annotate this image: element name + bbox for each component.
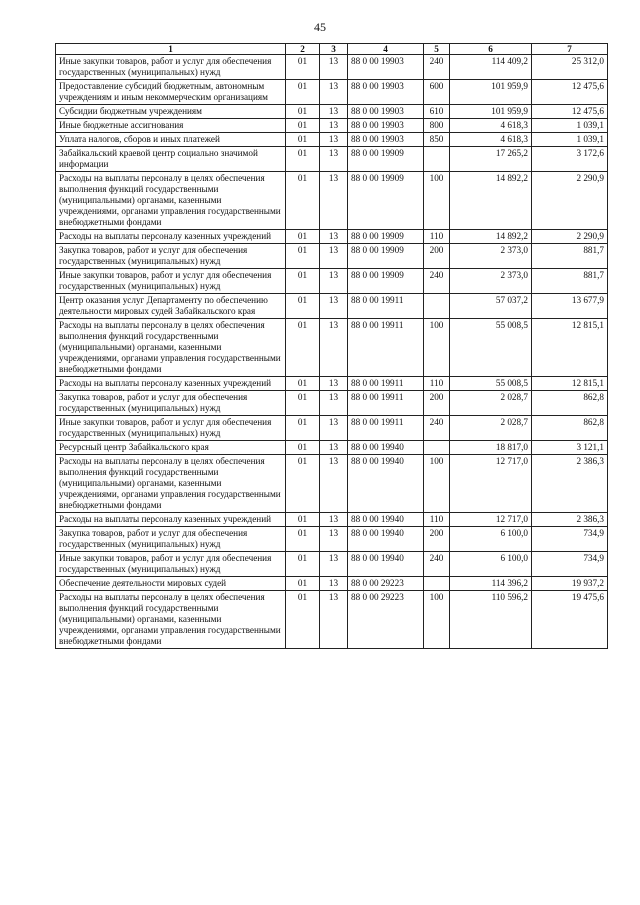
cell-name: Уплата налогов, сборов и иных платежей (56, 133, 286, 147)
cell-target-article: 88 0 00 19909 (348, 230, 424, 244)
cell-subsection: 13 (320, 552, 348, 577)
cell-section: 01 (286, 294, 320, 319)
cell-sum-approved: 2 373,0 (450, 244, 532, 269)
cell-target-article: 88 0 00 19940 (348, 513, 424, 527)
cell-section: 01 (286, 513, 320, 527)
cell-target-article: 88 0 00 19909 (348, 172, 424, 230)
cell-subsection: 13 (320, 416, 348, 441)
cell-name: Забайкальский краевой центр социально значимой информации (56, 147, 286, 172)
cell-name: Расходы на выплаты персоналу в целях обеспечения выполнения функций государственными (муниципальными) органами, казенными учреждениями, органами управления государственными внебюджетными фондами (56, 319, 286, 377)
header-col-5: 5 (424, 44, 450, 55)
cell-subsection: 13 (320, 377, 348, 391)
cell-target-article: 88 0 00 19909 (348, 147, 424, 172)
table-row (56, 391, 608, 416)
table-row (56, 80, 608, 105)
cell-expense-type: 200 (424, 244, 450, 269)
cell-expense-type: 240 (424, 269, 450, 294)
cell-sum-executed: 12 815,1 (532, 319, 608, 377)
cell-target-article: 88 0 00 19911 (348, 294, 424, 319)
cell-section: 01 (286, 147, 320, 172)
cell-sum-executed: 734,9 (532, 527, 608, 552)
cell-subsection: 13 (320, 119, 348, 133)
cell-sum-approved: 101 959,9 (450, 105, 532, 119)
cell-sum-approved: 55 008,5 (450, 319, 532, 377)
cell-expense-type: 200 (424, 527, 450, 552)
cell-target-article: 88 0 00 19911 (348, 319, 424, 377)
cell-name: Субсидии бюджетным учреждениям (56, 105, 286, 119)
table-body (56, 55, 608, 649)
cell-sum-approved: 2 373,0 (450, 269, 532, 294)
cell-target-article: 88 0 00 19903 (348, 119, 424, 133)
cell-section: 01 (286, 172, 320, 230)
cell-sum-approved: 12 717,0 (450, 455, 532, 513)
cell-sum-executed: 12 475,6 (532, 105, 608, 119)
cell-sum-executed: 862,8 (532, 416, 608, 441)
cell-expense-type: 600 (424, 80, 450, 105)
cell-section: 01 (286, 455, 320, 513)
cell-name: Расходы на выплаты персоналу казенных учреждений (56, 377, 286, 391)
cell-section: 01 (286, 230, 320, 244)
cell-sum-approved: 4 618,3 (450, 119, 532, 133)
cell-name: Расходы на выплаты персоналу в целях обеспечения выполнения функций государственными (муниципальными) органами, казенными учреждениями, органами управления государственными внебюджетными фондами (56, 172, 286, 230)
table-row (56, 441, 608, 455)
cell-section: 01 (286, 577, 320, 591)
cell-subsection: 13 (320, 441, 348, 455)
cell-expense-type (424, 147, 450, 172)
table-row (56, 591, 608, 649)
header-col-1: 1 (56, 44, 286, 55)
table-row (56, 230, 608, 244)
cell-subsection: 13 (320, 80, 348, 105)
cell-target-article: 88 0 00 19909 (348, 269, 424, 294)
cell-sum-approved: 6 100,0 (450, 527, 532, 552)
cell-target-article: 88 0 00 19911 (348, 416, 424, 441)
cell-expense-type: 110 (424, 230, 450, 244)
cell-sum-executed: 862,8 (532, 391, 608, 416)
cell-subsection: 13 (320, 527, 348, 552)
cell-section: 01 (286, 133, 320, 147)
table-row (56, 577, 608, 591)
cell-subsection: 13 (320, 105, 348, 119)
cell-name: Центр оказания услуг Департаменту по обеспечению деятельности мировых судей Забайкальского края (56, 294, 286, 319)
table-row (56, 133, 608, 147)
cell-name: Предоставление субсидий бюджетным, автономным учреждениям и иным некоммерческим организациям (56, 80, 286, 105)
cell-name: Расходы на выплаты персоналу казенных учреждений (56, 513, 286, 527)
cell-name: Закупка товаров, работ и услуг для обеспечения государственных (муниципальных) нужд (56, 527, 286, 552)
cell-sum-executed: 1 039,1 (532, 119, 608, 133)
cell-target-article: 88 0 00 19940 (348, 455, 424, 513)
cell-subsection: 13 (320, 133, 348, 147)
cell-target-article: 88 0 00 19909 (348, 244, 424, 269)
cell-expense-type: 100 (424, 591, 450, 649)
table-row (56, 527, 608, 552)
cell-name: Закупка товаров, работ и услуг для обеспечения государственных (муниципальных) нужд (56, 244, 286, 269)
cell-expense-type: 110 (424, 513, 450, 527)
cell-expense-type: 610 (424, 105, 450, 119)
cell-section: 01 (286, 55, 320, 80)
cell-expense-type (424, 294, 450, 319)
cell-target-article: 88 0 00 19940 (348, 441, 424, 455)
cell-name: Иные закупки товаров, работ и услуг для обеспечения государственных (муниципальных) нужд (56, 55, 286, 80)
cell-name: Иные закупки товаров, работ и услуг для обеспечения государственных (муниципальных) нужд (56, 416, 286, 441)
cell-sum-approved: 12 717,0 (450, 513, 532, 527)
header-col-3: 3 (320, 44, 348, 55)
header-row (56, 44, 608, 55)
cell-target-article: 88 0 00 19903 (348, 80, 424, 105)
cell-section: 01 (286, 552, 320, 577)
cell-sum-executed: 2 386,3 (532, 455, 608, 513)
table-row (56, 105, 608, 119)
header-col-4: 4 (348, 44, 424, 55)
budget-table (55, 43, 608, 649)
cell-subsection: 13 (320, 55, 348, 80)
cell-sum-approved: 114 396,2 (450, 577, 532, 591)
cell-section: 01 (286, 119, 320, 133)
cell-subsection: 13 (320, 577, 348, 591)
cell-sum-executed: 19 937,2 (532, 577, 608, 591)
cell-expense-type: 100 (424, 172, 450, 230)
cell-sum-approved: 4 618,3 (450, 133, 532, 147)
cell-sum-executed: 2 386,3 (532, 513, 608, 527)
table-row (56, 455, 608, 513)
table-row (56, 269, 608, 294)
cell-target-article: 88 0 00 19911 (348, 391, 424, 416)
table-row (56, 55, 608, 80)
table-row (56, 119, 608, 133)
cell-subsection: 13 (320, 244, 348, 269)
cell-subsection: 13 (320, 230, 348, 244)
cell-target-article: 88 0 00 19903 (348, 55, 424, 80)
cell-name: Иные бюджетные ассигнования (56, 119, 286, 133)
cell-sum-approved: 18 817,0 (450, 441, 532, 455)
cell-expense-type: 100 (424, 319, 450, 377)
cell-sum-approved: 17 265,2 (450, 147, 532, 172)
cell-name: Расходы на выплаты персоналу казенных учреждений (56, 230, 286, 244)
cell-sum-executed: 734,9 (532, 552, 608, 577)
cell-expense-type: 100 (424, 455, 450, 513)
cell-sum-approved: 2 028,7 (450, 391, 532, 416)
cell-expense-type: 110 (424, 377, 450, 391)
cell-section: 01 (286, 269, 320, 294)
header-col-6: 6 (450, 44, 532, 55)
cell-sum-approved: 6 100,0 (450, 552, 532, 577)
table-row (56, 244, 608, 269)
cell-name: Иные закупки товаров, работ и услуг для обеспечения государственных (муниципальных) нужд (56, 552, 286, 577)
table-row (56, 147, 608, 172)
cell-target-article: 88 0 00 29223 (348, 591, 424, 649)
table-row (56, 513, 608, 527)
cell-expense-type (424, 577, 450, 591)
cell-section: 01 (286, 319, 320, 377)
cell-name: Ресурсный центр Забайкальского края (56, 441, 286, 455)
table-row (56, 172, 608, 230)
cell-expense-type: 850 (424, 133, 450, 147)
cell-name: Расходы на выплаты персоналу в целях обеспечения выполнения функций государственными (муниципальными) органами, казенными учреждениями, органами управления государственными внебюджетными фондами (56, 455, 286, 513)
cell-name: Иные закупки товаров, работ и услуг для обеспечения государственных (муниципальных) нужд (56, 269, 286, 294)
cell-sum-executed: 25 312,0 (532, 55, 608, 80)
page-number: 45 (314, 20, 326, 34)
cell-sum-approved: 14 892,2 (450, 172, 532, 230)
cell-sum-approved: 114 409,2 (450, 55, 532, 80)
cell-section: 01 (286, 391, 320, 416)
cell-section: 01 (286, 105, 320, 119)
cell-sum-executed: 3 172,6 (532, 147, 608, 172)
cell-sum-approved: 57 037,2 (450, 294, 532, 319)
cell-target-article: 88 0 00 19940 (348, 527, 424, 552)
cell-subsection: 13 (320, 391, 348, 416)
cell-expense-type: 240 (424, 416, 450, 441)
cell-name: Закупка товаров, работ и услуг для обеспечения государственных (муниципальных) нужд (56, 391, 286, 416)
cell-expense-type (424, 441, 450, 455)
cell-section: 01 (286, 416, 320, 441)
header-col-7: 7 (532, 44, 608, 55)
cell-subsection: 13 (320, 513, 348, 527)
cell-sum-approved: 110 596,2 (450, 591, 532, 649)
cell-name: Обеспечение деятельности мировых судей (56, 577, 286, 591)
cell-target-article: 88 0 00 19940 (348, 552, 424, 577)
cell-section: 01 (286, 527, 320, 552)
cell-sum-approved: 101 959,9 (450, 80, 532, 105)
cell-subsection: 13 (320, 269, 348, 294)
cell-subsection: 13 (320, 455, 348, 513)
cell-section: 01 (286, 441, 320, 455)
header-col-2: 2 (286, 44, 320, 55)
cell-expense-type: 240 (424, 552, 450, 577)
cell-sum-executed: 12 475,6 (532, 80, 608, 105)
cell-sum-executed: 2 290,9 (532, 172, 608, 230)
cell-target-article: 88 0 00 19903 (348, 105, 424, 119)
cell-sum-executed: 2 290,9 (532, 230, 608, 244)
cell-sum-approved: 14 892,2 (450, 230, 532, 244)
table-row (56, 377, 608, 391)
cell-section: 01 (286, 591, 320, 649)
cell-subsection: 13 (320, 294, 348, 319)
cell-section: 01 (286, 80, 320, 105)
cell-target-article: 88 0 00 29223 (348, 577, 424, 591)
cell-sum-executed: 12 815,1 (532, 377, 608, 391)
table-row (56, 294, 608, 319)
cell-sum-executed: 881,7 (532, 244, 608, 269)
cell-target-article: 88 0 00 19903 (348, 133, 424, 147)
cell-sum-executed: 1 039,1 (532, 133, 608, 147)
cell-subsection: 13 (320, 172, 348, 230)
cell-sum-executed: 3 121,1 (532, 441, 608, 455)
cell-sum-approved: 55 008,5 (450, 377, 532, 391)
cell-sum-executed: 19 475,6 (532, 591, 608, 649)
table-row (56, 416, 608, 441)
cell-expense-type: 200 (424, 391, 450, 416)
cell-subsection: 13 (320, 319, 348, 377)
cell-section: 01 (286, 244, 320, 269)
cell-expense-type: 800 (424, 119, 450, 133)
cell-target-article: 88 0 00 19911 (348, 377, 424, 391)
cell-section: 01 (286, 377, 320, 391)
cell-sum-executed: 13 677,9 (532, 294, 608, 319)
cell-sum-executed: 881,7 (532, 269, 608, 294)
cell-expense-type: 240 (424, 55, 450, 80)
cell-sum-approved: 2 028,7 (450, 416, 532, 441)
table-row (56, 319, 608, 377)
table-row (56, 552, 608, 577)
cell-subsection: 13 (320, 147, 348, 172)
cell-name: Расходы на выплаты персоналу в целях обеспечения выполнения функций государственными (муниципальными) органами, казенными учреждениями, органами управления государственными внебюджетными фондами (56, 591, 286, 649)
cell-subsection: 13 (320, 591, 348, 649)
